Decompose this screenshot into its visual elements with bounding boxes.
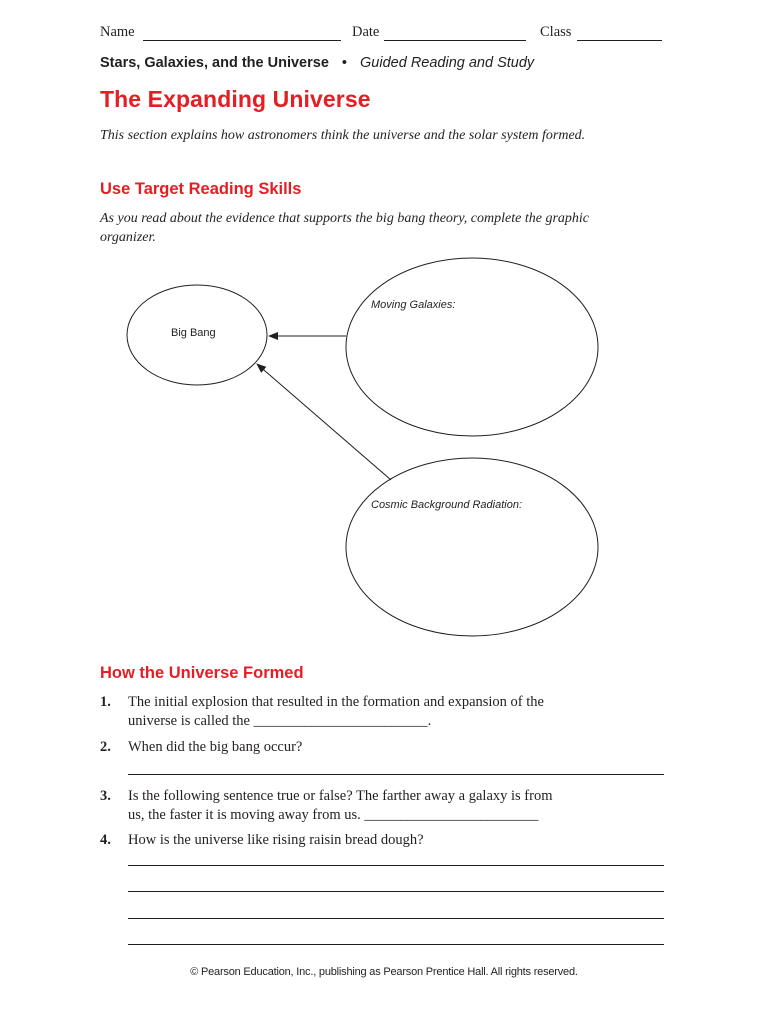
answer-line[interactable] — [128, 891, 664, 892]
copyright-footer: © Pearson Education, Inc., publishing as Pearson Prentice Hall. All rights reserved. — [190, 966, 578, 978]
class-label: Class — [540, 24, 572, 40]
question-number: 4. — [100, 832, 111, 848]
question-number: 1. — [100, 694, 111, 710]
question-text-cont: universe is called the ________________________. — [128, 712, 432, 729]
question-text-cont: us, the faster it is moving away from us. ________________________ — [128, 806, 539, 823]
answer-line[interactable] — [128, 944, 664, 945]
name-label: Name — [100, 24, 135, 40]
intro-text: This section explains how astronomers think the universe and the solar system formed. — [100, 128, 586, 143]
answer-line[interactable] — [128, 774, 664, 775]
date-label: Date — [352, 24, 380, 40]
big-bang-label: Big Bang — [171, 327, 216, 339]
worksheet-type: Guided Reading and Study — [360, 55, 535, 71]
question-number: 2. — [100, 739, 111, 755]
question-text: How is the universe like rising raisin bread dough? — [128, 832, 424, 848]
moving-galaxies-oval[interactable] — [346, 258, 598, 436]
arrow-radiation-to-bigbang — [257, 364, 391, 480]
cosmic-radiation-oval[interactable] — [346, 458, 598, 636]
instructions-text: As you read about the evidence that supports the big bang theory, complete the graphic organizer. — [100, 211, 589, 245]
section-heading-target-reading: Use Target Reading Skills — [100, 180, 302, 198]
question-text: The initial explosion that resulted in the formation and expansion of the — [128, 694, 544, 710]
question-text: When did the big bang occur? — [128, 739, 303, 755]
page-title: The Expanding Universe — [100, 86, 371, 112]
chapter-name: Stars, Galaxies, and the Universe — [100, 55, 329, 71]
section-heading-universe-formed: How the Universe Formed — [100, 664, 304, 682]
moving-galaxies-label: Moving Galaxies: — [371, 299, 456, 311]
question-text: Is the following sentence true or false? The farther away a galaxy is from — [128, 788, 553, 804]
answer-line[interactable] — [128, 865, 664, 866]
bullet-separator: • — [341, 55, 347, 71]
cosmic-radiation-label: Cosmic Background Radiation: — [371, 499, 523, 511]
question-number: 3. — [100, 788, 111, 804]
answer-line[interactable] — [128, 918, 664, 919]
